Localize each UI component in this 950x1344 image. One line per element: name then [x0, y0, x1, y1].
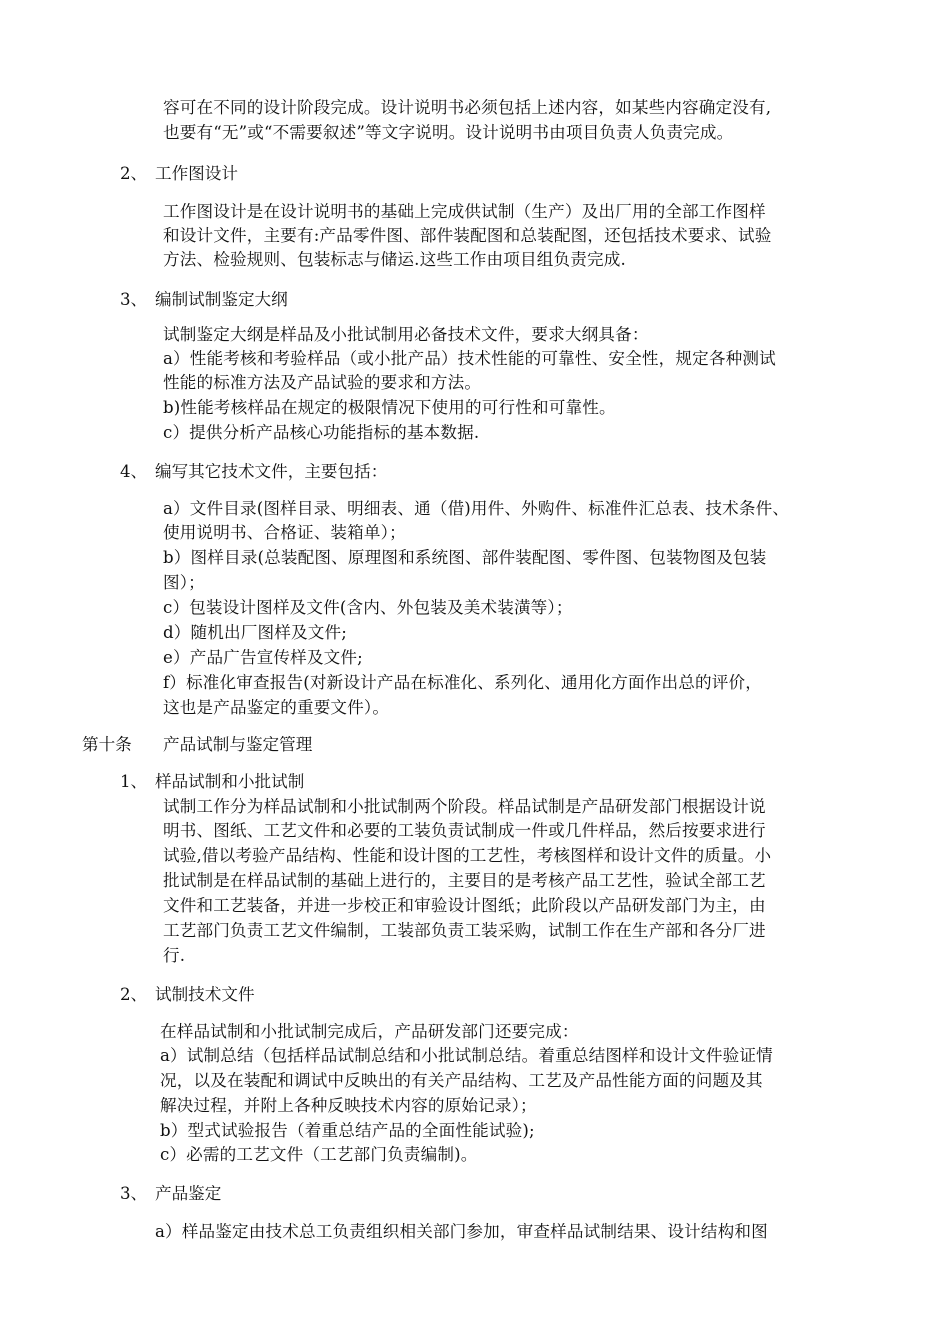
item-number: 4、 — [120, 462, 148, 481]
paragraph-line: 文件和工艺装备，并进一步校正和审验设计图纸；此阶段以产品研发部门为主，由 — [163, 896, 766, 915]
item-heading: 编制试制鉴定大纲 — [155, 290, 288, 309]
paragraph-line: 批试制是在样品试制的基础上进行的，主要目的是考核产品工艺性，验试全部工艺 — [163, 871, 766, 890]
paragraph-line: e）产品广告宣传样及文件; — [163, 648, 363, 667]
paragraph-line: a）性能考核和考验样品（或小批产品）技术性能的可靠性、安全性，规定各种测试 — [163, 349, 776, 368]
paragraph-line: 性能的标准方法及产品试验的要求和方法。 — [163, 373, 482, 392]
paragraph-line: 图）； — [163, 573, 205, 592]
paragraph-line: c）必需的工艺文件（工艺部门负责编制)。 — [160, 1145, 478, 1164]
item-number: 3、 — [120, 1184, 148, 1203]
item-heading: 样品试制和小批试制 — [155, 772, 305, 791]
paragraph-line: 明书、图纸、工艺文件和必要的工装负责试制成一件或几件样品，然后按要求进行 — [163, 821, 766, 840]
paragraph-line: 在样品试制和小批试制完成后，产品研发部门还要完成： — [160, 1022, 579, 1041]
article-title: 产品试制与鉴定管理 — [163, 735, 313, 754]
paragraph-line: 试制工作分为样品试制和小批试制两个阶段。样品试制是产品研发部门根据设计说 — [163, 797, 766, 816]
item-number: 1、 — [120, 772, 148, 791]
paragraph-line: 行. — [163, 946, 186, 965]
paragraph-line: a）样品鉴定由技术总工负责组织相关部门参加，审查样品试制结果、设计结构和图 — [155, 1222, 768, 1241]
paragraph-line: 方法、检验规则、包装标志与储运.这些工作由项目组负责完成. — [163, 250, 626, 269]
paragraph-line: 试验,借以考验产品结构、性能和设计图的工艺性，考核图样和设计文件的质量。小 — [163, 846, 772, 865]
paragraph-line: f）标准化审查报告(对新设计产品在标准化、系列化、通用化方面作出总的评价， — [163, 673, 762, 692]
paragraph-line: 解决过程，并附上各种反映技术内容的原始记录）； — [160, 1096, 537, 1115]
paragraph-line: 使用说明书、合格证、装箱单）； — [163, 523, 406, 542]
item-number: 2、 — [120, 985, 148, 1004]
paragraph-line: 试制鉴定大纲是样品及小批试制用必备技术文件，要求大纲具备： — [163, 325, 649, 344]
paragraph-line: b）图样目录(总装配图、原理图和系统图、部件装配图、零件图、包装物图及包装 — [163, 548, 767, 567]
paragraph-line: 工艺部门负责工艺文件编制，工装部负责工装采购，试制工作在生产部和各分厂进 — [163, 921, 766, 940]
paragraph-line: b)性能考核样品在规定的极限情况下使用的可行性和可靠性。 — [163, 398, 616, 417]
article-label: 第十条 — [82, 735, 132, 754]
paragraph-line: b）型式试验报告（着重总结产品的全面性能试验); — [160, 1121, 535, 1140]
paragraph-line: 也要有“无”或“不需要叙述”等文字说明。设计说明书由项目负责人负责完成。 — [163, 123, 734, 142]
paragraph-line: c）提供分析产品核心功能指标的基本数据. — [163, 423, 480, 442]
item-number: 2、 — [120, 164, 148, 183]
item-heading: 工作图设计 — [155, 164, 238, 183]
paragraph-line: 和设计文件，主要有:产品零件图、部件装配图和总装配图，还包括技术要求、试验 — [163, 226, 772, 245]
item-number: 3、 — [120, 290, 148, 309]
paragraph-line: a）试制总结（包括样品试制总结和小批试制总结。着重总结图样和设计文件验证情 — [160, 1046, 773, 1065]
paragraph-line: c）包装设计图样及文件(含内、外包装及美术装潢等）； — [163, 598, 573, 617]
paragraph-line: 这也是产品鉴定的重要文件）。 — [163, 698, 390, 717]
paragraph-line: d）随机出厂图样及文件; — [163, 623, 347, 642]
item-heading: 试制技术文件 — [155, 985, 255, 1004]
paragraph-line: 工作图设计是在设计说明书的基础上完成供试制（生产）及出厂用的全部工作图样 — [163, 202, 766, 221]
paragraph-line: 况，以及在装配和调试中反映出的有关产品结构、工艺及产品性能方面的问题及其 — [160, 1071, 763, 1090]
item-heading: 产品鉴定 — [155, 1184, 222, 1203]
item-heading: 编写其它技术文件，主要包括： — [155, 462, 388, 481]
paragraph-line: a）文件目录(图样目录、明细表、通（借)用件、外购件、标准件汇总表、技术条件、 — [163, 499, 790, 518]
paragraph-line: 容可在不同的设计阶段完成。设计说明书必须包括上述内容，如某些内容确定没有, — [163, 98, 772, 117]
